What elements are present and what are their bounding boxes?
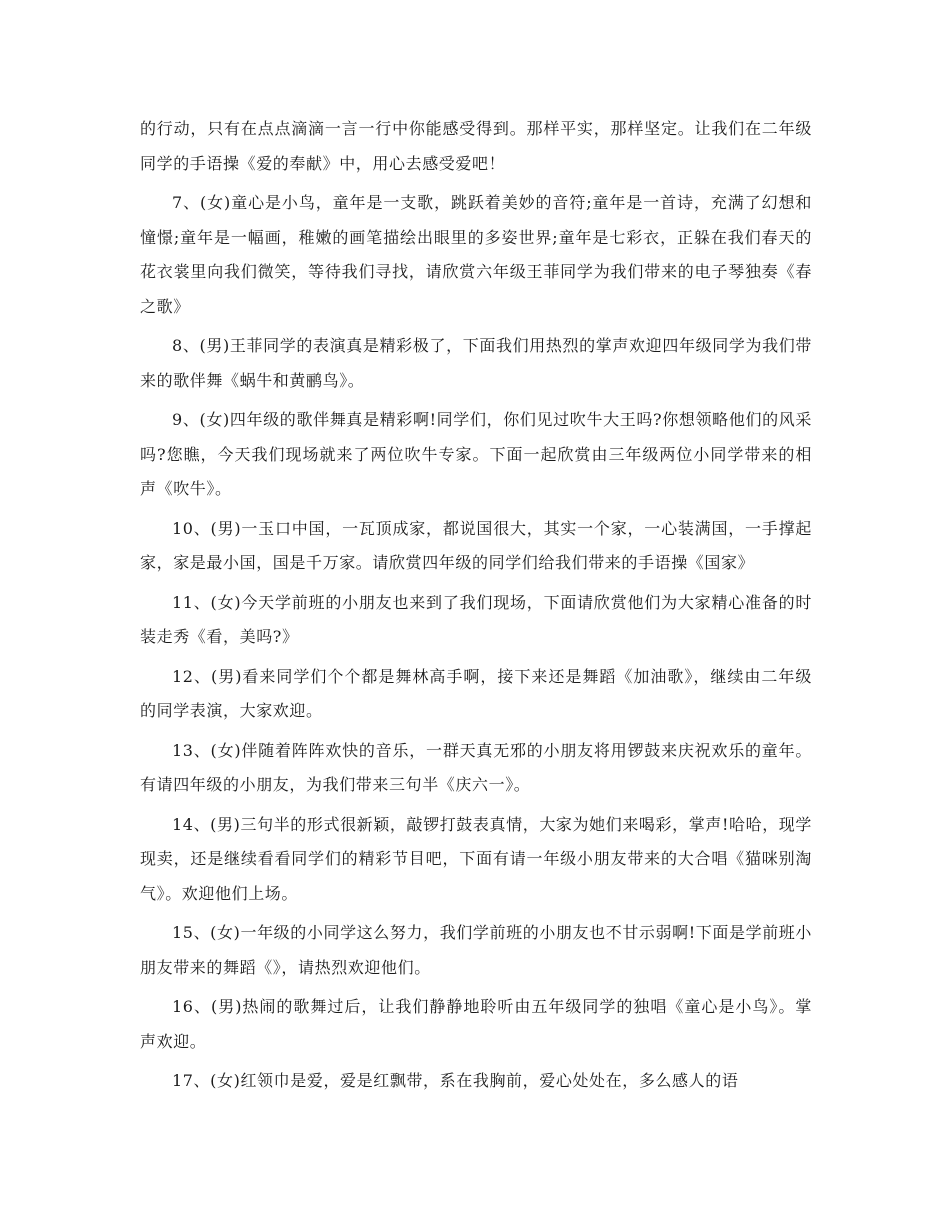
paragraph-item-7: 7、(女)童心是小鸟，童年是一支歌，跳跃着美妙的音符;童年是一首诗，充满了幻想和憧憬;童年是一幅画，稚嫩的画笔描绘出眼里的多姿世界;童年是七彩衣，正躲在我们春天的花衣裳里向我们微笑，等待我们寻找，请欣赏六年级王菲同学为我们带来的电子琴独奏《春之歌》 — [140, 193, 812, 316]
paragraph-item-15: 15、(女)一年级的小同学这么努力，我们学前班的小朋友也不甘示弱啊!下面是学前班小朋友带来的舞蹈《》，请热烈欢迎他们。 — [140, 923, 812, 977]
paragraph-item-12: 12、(男)看来同学们个个都是舞林高手啊，接下来还是舞蹈《加油歌》，继续由二年级的同学表演，大家欢迎。 — [140, 666, 812, 720]
paragraph-item-14: 14、(男)三句半的形式很新颖，敲锣打鼓表真情，大家为她们来喝彩，掌声!哈哈，现学现卖，还是继续看看同学们的精彩节目吧，下面有请一年级小朋友带来的大合唱《猫咪别淘气》。欢迎他们上场。 — [140, 814, 812, 903]
paragraph-item-11: 11、(女)今天学前班的小朋友也来到了我们现场，下面请欣赏他们为大家精心准备的时装走秀《看，美吗?》 — [140, 592, 812, 646]
paragraph-item-10: 10、(男)一玉口中国，一瓦顶成家，都说国很大，其实一个家，一心装满国，一手撑起家，家是最小国，国是千万家。请欣赏四年级的同学们给我们带来的手语操《国家》 — [140, 518, 812, 572]
paragraph-continuation: 的行动，只有在点点滴滴一言一行中你能感受得到。那样平实，那样坚定。让我们在二年级同学的手语操《爱的奉献》中，用心去感受爱吧！ — [140, 119, 812, 173]
document-body — [140, 112, 812, 1104]
paragraph-item-16: 16、(男)热闹的歌舞过后，让我们静静地聆听由五年级同学的独唱《童心是小鸟》。掌声欢迎。 — [140, 997, 812, 1051]
paragraph-item-17: 17、(女)红领巾是爱，爱是红飘带，系在我胸前，爱心处处在，多么感人的语 — [172, 1071, 739, 1090]
paragraph-item-13: 13、(女)伴随着阵阵欢快的音乐，一群天真无邪的小朋友将用锣鼓来庆祝欢乐的童年。有请四年级的小朋友，为我们带来三句半《庆六一》。 — [140, 740, 812, 794]
paragraph-item-8: 8、(男)王菲同学的表演真是精彩极了，下面我们用热烈的掌声欢迎四年级同学为我们带来的歌伴舞《蜗牛和黄鹂鸟》。 — [140, 336, 812, 390]
paragraph-item-9: 9、(女)四年级的歌伴舞真是精彩啊!同学们，你们见过吹牛大王吗?你想领略他们的风采吗?您瞧，今天我们现场就来了两位吹牛专家。下面一起欣赏由三年级两位小同学带来的相声《吹牛》。 — [140, 410, 812, 498]
